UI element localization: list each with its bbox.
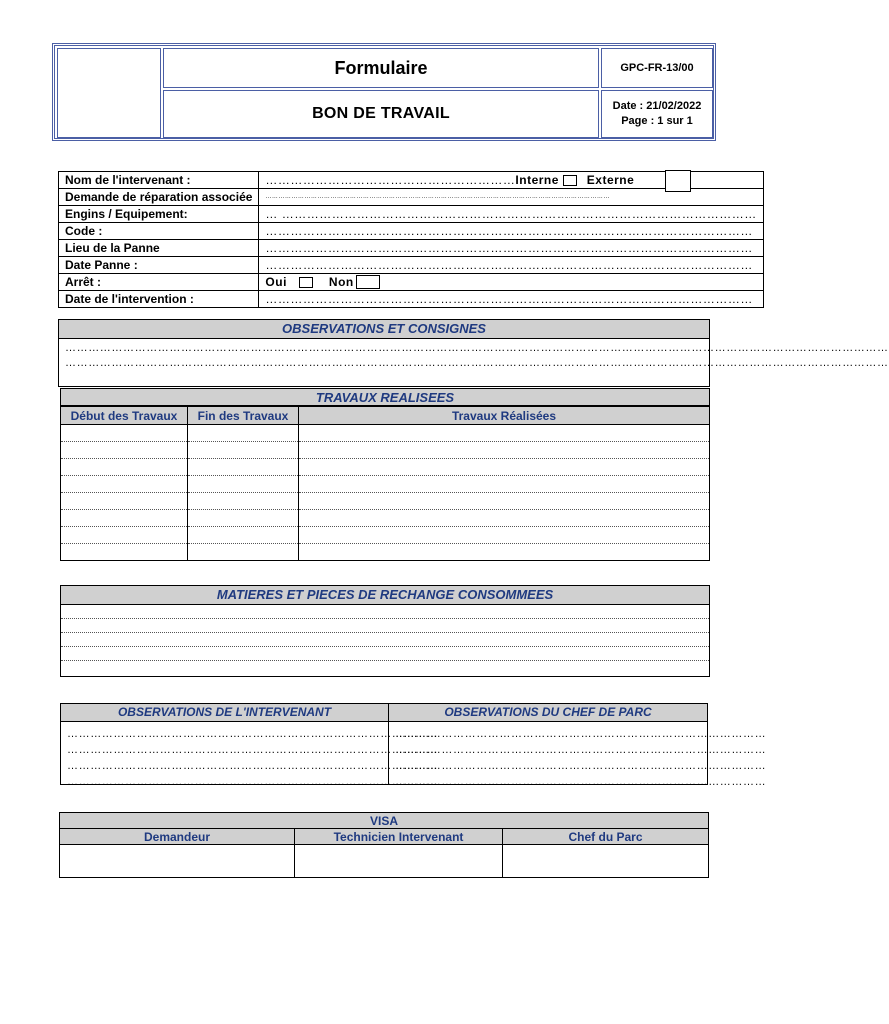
chef-parc-signature-cell[interactable] <box>503 845 709 878</box>
col-debut-travaux: Début des Travaux <box>61 407 188 425</box>
table-cell[interactable] <box>188 527 299 544</box>
obs-intervenant-line[interactable]: …………………………………………………………………………………… <box>67 776 439 788</box>
col-fin-travaux: Fin des Travaux <box>188 407 299 425</box>
table-cell[interactable] <box>61 527 188 544</box>
date-panne-label: Date Panne : <box>59 257 259 274</box>
visa-title-row <box>60 813 709 829</box>
matieres-line[interactable] <box>61 661 709 675</box>
oui-checkbox[interactable] <box>299 277 313 288</box>
row-demande <box>59 189 764 206</box>
visa-table <box>59 812 709 878</box>
arret-field <box>259 274 763 291</box>
date-panne-field[interactable]: ……………………………………………………………………………………………………… <box>259 257 763 274</box>
table-row <box>61 527 710 544</box>
table-row <box>61 476 710 493</box>
form-header <box>52 43 716 141</box>
table-cell[interactable] <box>299 442 710 459</box>
obs-chef-line[interactable]: …………………………………………………………………………………… <box>395 744 767 756</box>
obs-intervenant-title: OBSERVATIONS DE L'INTERVENANT <box>61 704 388 722</box>
arret-label: Arrêt : <box>59 274 259 291</box>
oui-label: Oui <box>265 274 287 289</box>
engins-field[interactable]: … …………………………………………………………………………………………………… <box>259 206 763 223</box>
obs-intervenant-line[interactable]: …………………………………………………………………………………… <box>67 744 439 756</box>
table-cell[interactable] <box>61 544 188 561</box>
table-cell[interactable] <box>299 476 710 493</box>
demande-field[interactable]: …………………………………………………………………………………………………………………………………………… <box>259 189 763 206</box>
obs-intervenant-line[interactable]: …………………………………………………………………………………… <box>67 728 439 740</box>
col-demandeur: Demandeur <box>60 829 295 845</box>
nom-label: Nom de l'intervenant : <box>59 172 259 189</box>
observations-title: OBSERVATIONS ET CONSIGNES <box>59 320 709 339</box>
lieu-label: Lieu de la Panne <box>59 240 259 257</box>
non-label: Non <box>328 274 354 289</box>
form-code: GPC-FR-13/00 <box>601 48 713 88</box>
matieres-line[interactable] <box>61 605 709 619</box>
table-cell[interactable] <box>299 425 710 442</box>
technicien-signature-cell[interactable] <box>295 845 503 878</box>
table-row <box>61 442 710 459</box>
nom-dots: …………………………………………………… <box>265 173 516 187</box>
matieres-line[interactable] <box>61 647 709 661</box>
obs-chef-line[interactable]: …………………………………………………………………………………… <box>395 728 767 740</box>
visa-signature-row <box>60 845 709 878</box>
interne-checkbox[interactable] <box>563 175 577 186</box>
table-cell[interactable] <box>61 476 188 493</box>
travaux-title: TRAVAUX REALISEES <box>60 388 710 406</box>
table-cell[interactable] <box>188 544 299 561</box>
date-intervention-label: Date de l'intervention : <box>59 291 259 308</box>
table-cell[interactable] <box>61 493 188 510</box>
observations-line[interactable]: …………………………………………………………………………………………………………………………………………………………………………………………… <box>65 357 889 369</box>
non-checkbox[interactable] <box>356 275 380 289</box>
visa-title: VISA <box>60 813 709 829</box>
table-cell[interactable] <box>188 442 299 459</box>
table-cell[interactable] <box>61 510 188 527</box>
row-date-panne <box>59 257 764 274</box>
interne-label: Interne <box>515 173 559 187</box>
table-cell[interactable] <box>299 510 710 527</box>
info-table <box>58 171 764 308</box>
table-cell[interactable] <box>61 442 188 459</box>
obs-chef-line[interactable]: …………………………………………………………………………………… <box>395 760 767 772</box>
col-technicien: Technicien Intervenant <box>295 829 503 845</box>
obs-chef-title: OBSERVATIONS DU CHEF DE PARC <box>389 704 707 722</box>
observations-signatures-section <box>60 703 767 788</box>
date-intervention-field[interactable]: ……………………………………………………………………………………………………… <box>259 291 763 308</box>
observations-section <box>58 319 889 387</box>
logo-placeholder <box>57 48 161 138</box>
row-engins <box>59 206 764 223</box>
row-nom <box>59 172 764 189</box>
code-label: Code : <box>59 223 259 240</box>
visa-header-row <box>60 829 709 845</box>
row-lieu <box>59 240 764 257</box>
matieres-line[interactable] <box>61 619 709 633</box>
lieu-field[interactable]: ……………………………………………………………………………………………………… <box>259 240 763 257</box>
table-cell[interactable] <box>299 544 710 561</box>
form-date-page <box>601 90 713 138</box>
table-cell[interactable] <box>188 510 299 527</box>
form-page: Page : 1 sur 1 <box>621 115 693 127</box>
table-row <box>61 425 710 442</box>
row-date-intervention <box>59 291 764 308</box>
table-row <box>61 493 710 510</box>
col-travaux-realisees: Travaux Réalisées <box>299 407 710 425</box>
matieres-line[interactable] <box>61 633 709 647</box>
table-cell[interactable] <box>188 459 299 476</box>
col-chef-parc: Chef du Parc <box>503 829 709 845</box>
table-cell[interactable] <box>188 425 299 442</box>
table-row <box>61 510 710 527</box>
obs-intervenant-column <box>61 704 439 788</box>
nom-field[interactable] <box>259 172 763 189</box>
form-date: Date : 21/02/2022 <box>612 100 702 112</box>
obs-chef-column <box>389 704 767 788</box>
row-code <box>59 223 764 240</box>
visa-section <box>59 812 709 878</box>
form-title: Formulaire <box>163 48 599 88</box>
table-cell[interactable] <box>61 425 188 442</box>
table-cell[interactable] <box>299 527 710 544</box>
travaux-table <box>60 406 710 561</box>
table-cell[interactable] <box>299 459 710 476</box>
matieres-title: MATIERES ET PIECES DE RECHANGE CONSOMMEES <box>61 586 709 605</box>
obs-chef-line[interactable]: …………………………………………………………………………………… <box>395 776 767 788</box>
table-cell[interactable] <box>188 476 299 493</box>
matieres-section <box>60 585 710 677</box>
travaux-section <box>60 388 710 561</box>
code-field[interactable]: ……………………………………………………………………………………………………… <box>259 223 763 240</box>
table-row <box>61 459 710 476</box>
travaux-header-row <box>61 407 710 425</box>
table-row <box>61 544 710 561</box>
obs-intervenant-line[interactable]: …………………………………………………………………………………… <box>67 760 439 772</box>
table-cell[interactable] <box>61 459 188 476</box>
table-cell[interactable] <box>188 493 299 510</box>
form-subtitle: BON DE TRAVAIL <box>163 90 599 138</box>
table-cell[interactable] <box>299 493 710 510</box>
row-arret <box>59 274 764 291</box>
observations-line[interactable]: …………………………………………………………………………………………………………………………………………………………………………………………… <box>65 342 889 354</box>
engins-label: Engins / Equipement: <box>59 206 259 223</box>
demande-label: Demande de réparation associée <box>59 189 259 206</box>
externe-label: Externe <box>586 173 635 187</box>
demandeur-signature-cell[interactable] <box>60 845 295 878</box>
